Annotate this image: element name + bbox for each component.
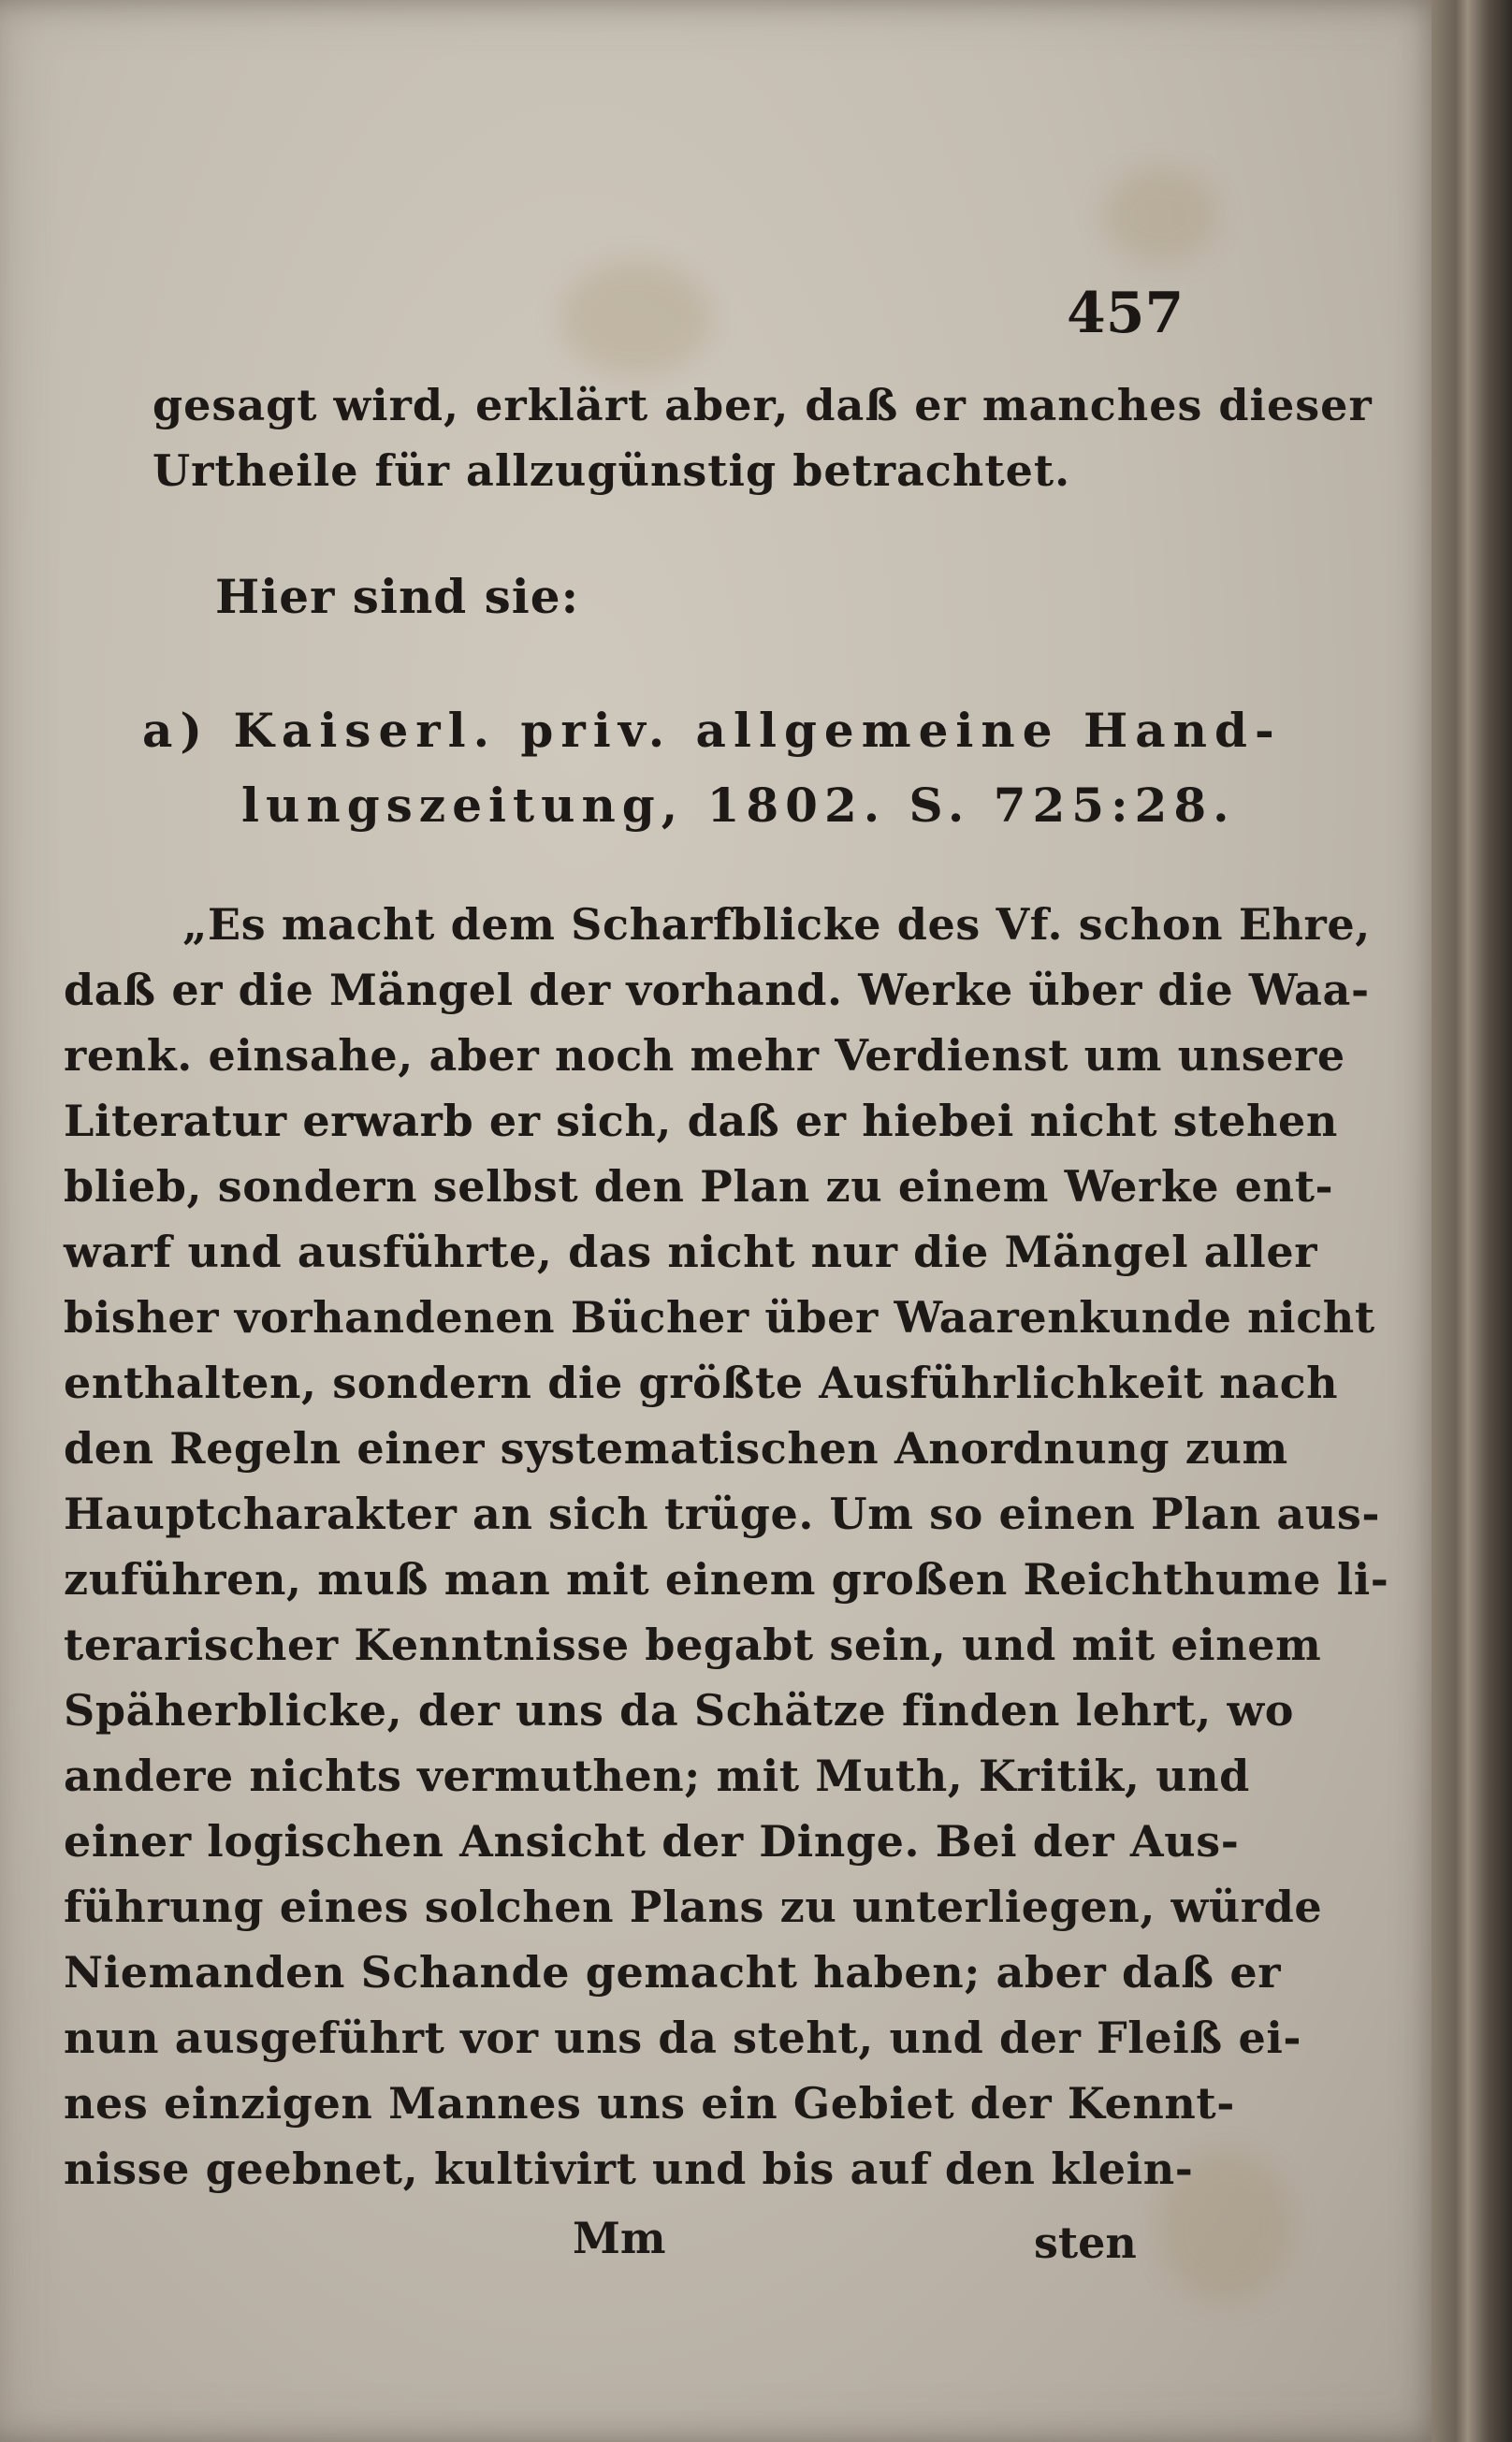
body-line: enthalten, sondern die größte Ausführlichkeit nach	[64, 1358, 1339, 1408]
body-line: Niemanden Schande gemacht haben; aber daß er	[64, 1947, 1282, 1998]
reference-line: lungszeitung, 1802. S. 725:28.	[241, 778, 1236, 833]
body-line: bisher vorhandenen Bücher über Waarenkunde nicht	[64, 1292, 1375, 1343]
book-edge	[1432, 0, 1512, 2442]
body-line: daß er die Mängel der vorhand. Werke über die Waa-	[64, 965, 1370, 1015]
body-line: renk. einsahe, aber noch mehr Verdienst um unsere	[64, 1030, 1345, 1081]
body-line: nun ausgeführt vor uns da steht, und der Fleiß ei-	[64, 2013, 1302, 2063]
signature-mark: Mm	[573, 2213, 666, 2263]
body-line: „Es macht dem Scharfblicke des Vf. schon Ehre,	[182, 899, 1371, 950]
body-line: Hauptcharakter an sich trüge. Um so einen Plan aus-	[64, 1489, 1381, 1539]
body-line: zuführen, muß man mit einem großen Reichthume li-	[64, 1554, 1389, 1605]
foxing-stain	[1104, 168, 1216, 262]
reference-line: a) Kaiserl. priv. allgemeine Hand-	[142, 703, 1282, 758]
body-line: andere nichts vermuthen; mit Muth, Kritik, und	[64, 1751, 1250, 1801]
body-line: führung eines solchen Plans zu unterliegen, würde	[64, 1882, 1323, 1932]
body-line: nes einzigen Mannes uns ein Gebiet der Kennt-	[64, 2078, 1235, 2129]
catchword: sten	[1034, 2217, 1137, 2268]
body-line: warf und ausführte, das nicht nur die Mängel aller	[64, 1227, 1318, 1277]
body-line: Späherblicke, der uns da Schätze finden lehrt, wo	[64, 1685, 1294, 1736]
intro-line: gesagt wird, erklärt aber, daß er manches dieser	[153, 380, 1373, 430]
body-line: einer logischen Ansicht der Dinge. Bei der Aus-	[64, 1816, 1240, 1867]
intro-line: Urtheile für allzugünstig betrachtet.	[153, 445, 1071, 496]
body-line: den Regeln einer systematischen Anordnung zum	[64, 1423, 1288, 1474]
body-line: Literatur erwarb er sich, daß er hiebei nicht stehen	[64, 1096, 1338, 1146]
body-line: terarischer Kenntnisse begabt sein, und mit einem	[64, 1620, 1322, 1670]
page-number: 457	[1067, 281, 1185, 346]
section-heading: Hier sind sie:	[215, 569, 580, 624]
body-line: blieb, sondern selbst den Plan zu einem Werke ent-	[64, 1161, 1334, 1212]
foxing-stain	[561, 262, 711, 374]
body-line: nisse geebnet, kultivirt und bis auf den klein-	[64, 2144, 1194, 2194]
